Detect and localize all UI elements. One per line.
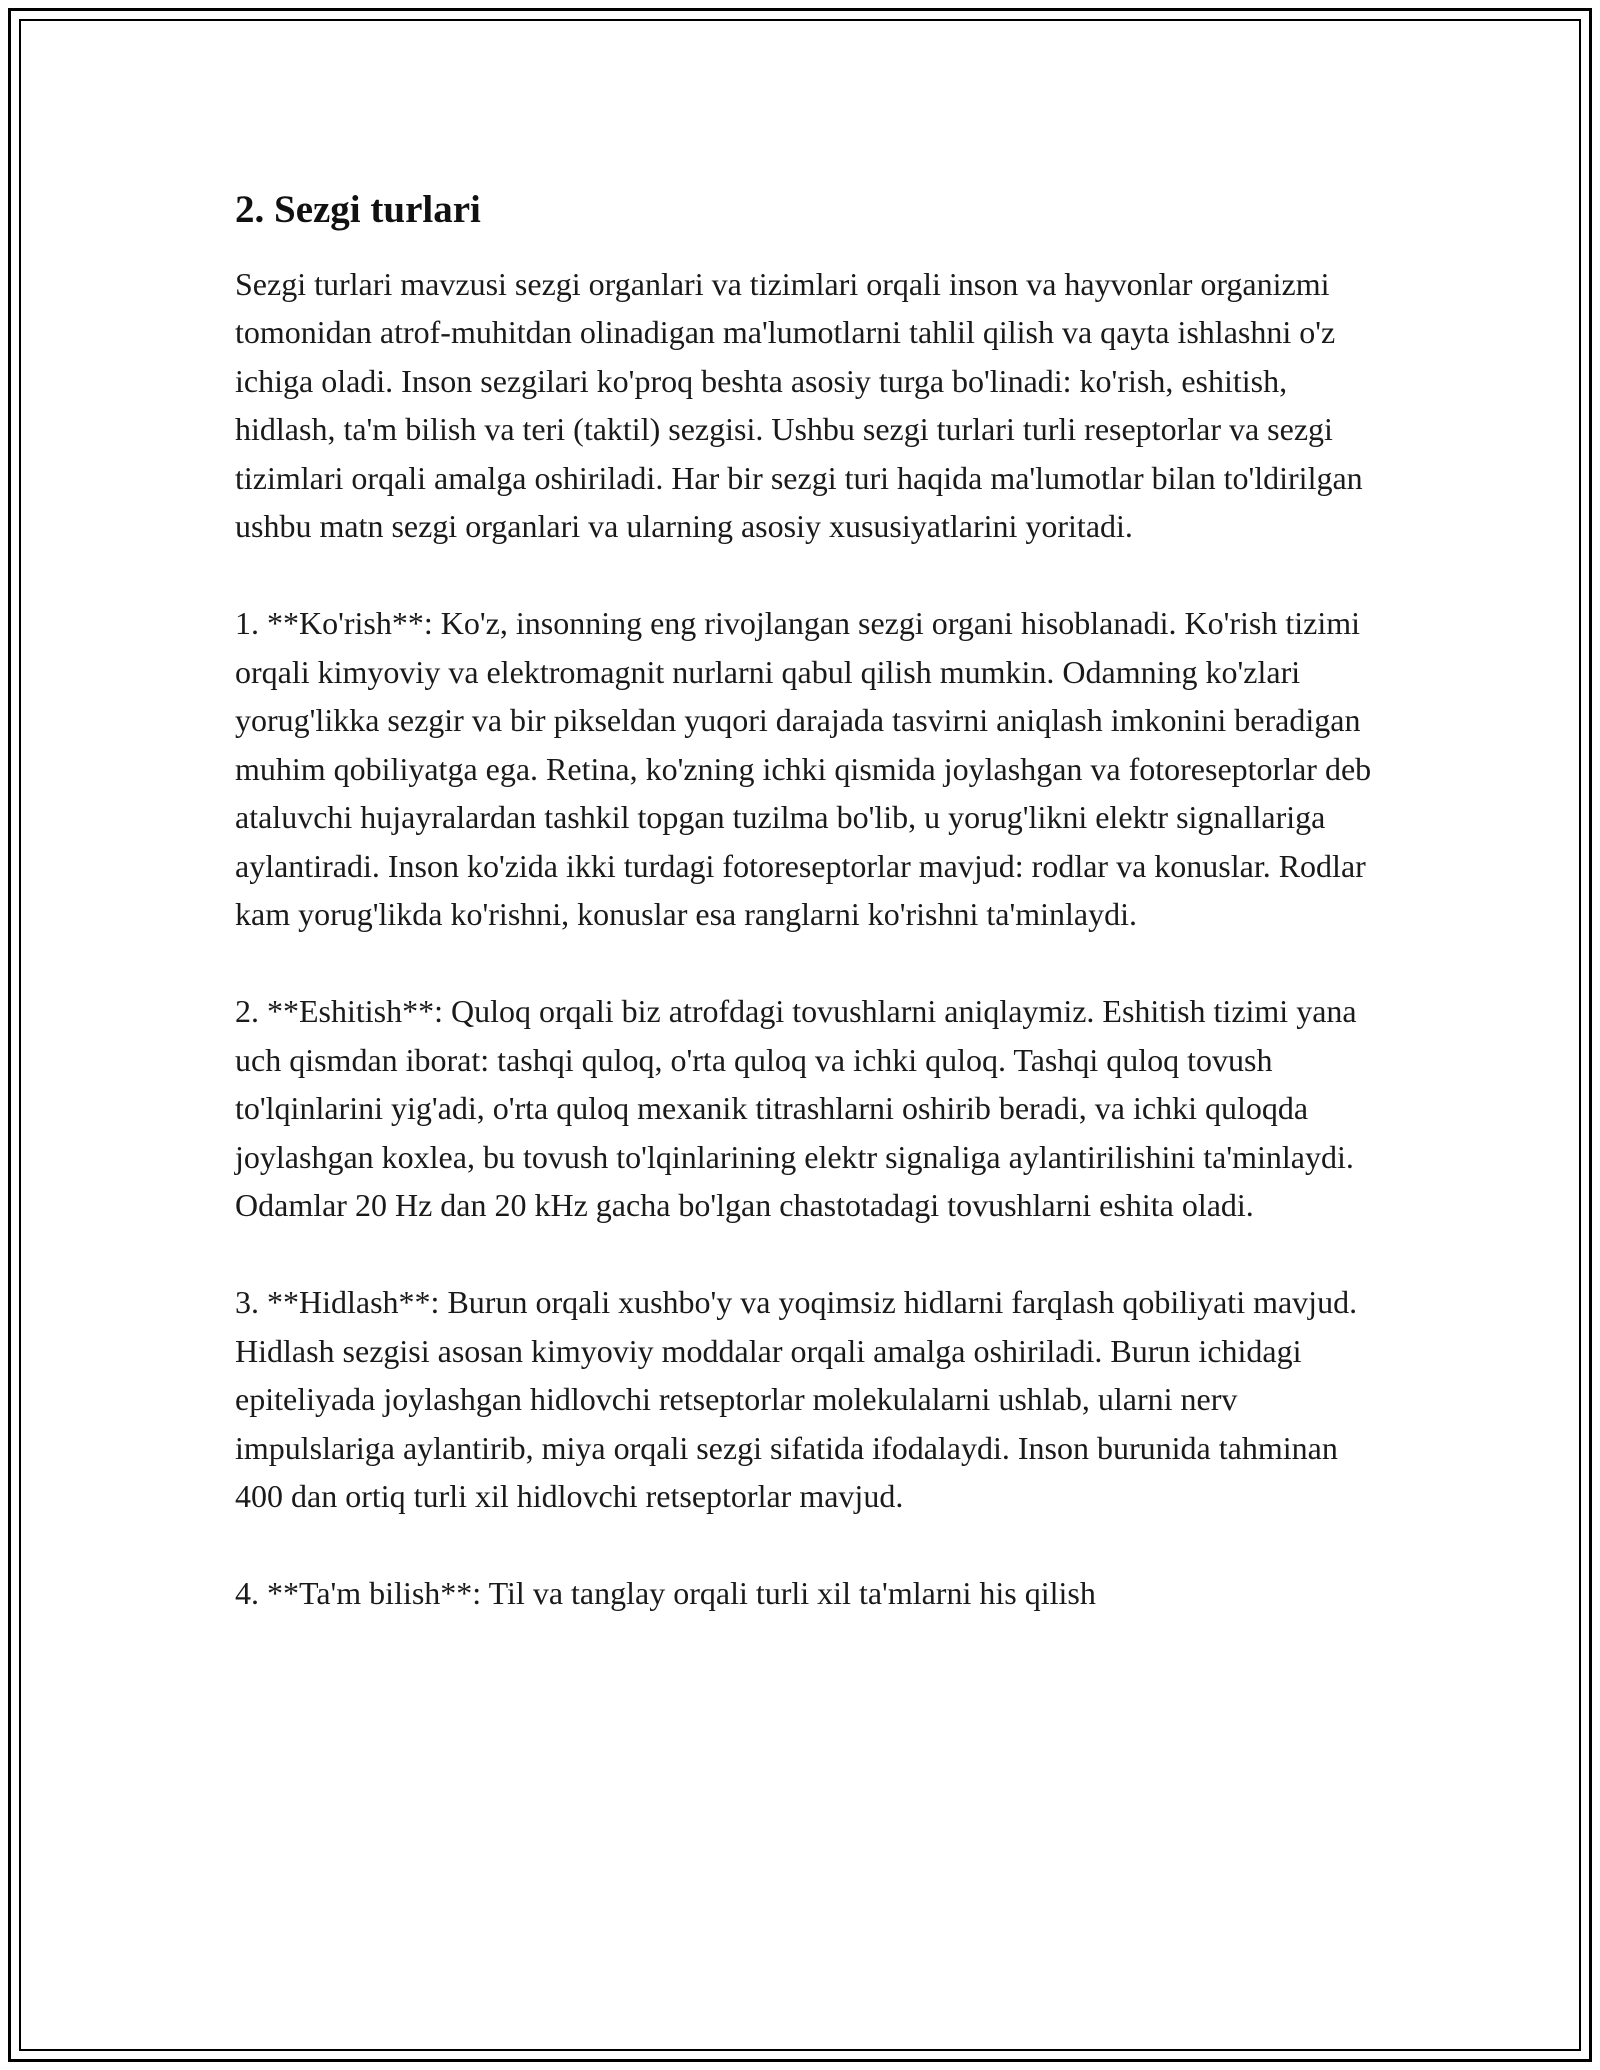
paragraph-intro: Sezgi turlari mavzusi sezgi organlari va tizimlari orqali inson va hayvonlar organizmi tomonidan atrof-muhitdan olinadigan ma'lumotlarni tahlil qilish va qayta ishlashni o'z ichiga oladi. Inson sezgilari ko'proq beshta asosiy turga bo'linadi: ko'rish, eshitish, hidlash, ta'm bilish va teri (taktil) sezgisi. Ushbu sezgi turlari turli reseptorlar va sezgi tizimlari orqali amalga oshiriladi. Har bir sezgi turi haqida ma'lumotlar bilan to'ldirilgan ushbu matn sezgi organlari va ularning asosiy xususiyatlarini yoritadi. — [235, 265, 1363, 545]
paragraph-hidlash: 3. **Hidlash**: Burun orqali xushbo'y va yoqimsiz hidlarni farqlash qobiliyati mavjud. Hidlash sezgisi asosan kimyoviy moddalar orqali amalga oshiriladi. Burun ichidagi epiteliyada joylashgan hidlovchi retseptorlar molekulalarni ushlab, ularni nerv impulslariga aylantirib, miya orqali sezgi sifatida ifodalaydi. Inson burunida tahminan 400 dan ortiq turli xil hidlovchi retseptorlar mavjud. — [235, 1284, 1358, 1515]
paragraph-korish: 1. **Ko'rish**: Ko'z, insonning eng rivojlangan sezgi organi hisoblanadi. Ko'rish tizimi orqali kimyoviy va elektromagnit nurlarni qabul qilish mumkin. Odamning ko'zlari yorug'likka sezgir va bir pikseldan yuqori darajada tasvirni aniqlash imkonini beradigan muhim qobiliyatga ega. Retina, ko'zning ichki qismida joylashgan va fotoreseptorlar deb ataluvchi hujayralardan tashkil topgan tuzilma bo'lib, u yorug'likni elektr signallariga aylantiradi. Inson ko'zida ikki turdagi fotoreseptorlar mavjud: rodlar va konuslar. Rodlar kam yorug'likda ko'rishni, konuslar esa ranglarni ko'rishni ta'minlaydi. — [235, 605, 1372, 933]
document-body — [235, 185, 1375, 1618]
paragraph-tam-bilish: 4. **Ta'm bilish**: Til va tanglay orqali turli xil ta'mlarni his qilish — [235, 1575, 1096, 1612]
paragraph-eshitish: 2. **Eshitish**: Quloq orqali biz atrofdagi tovushlarni aniqlaymiz. Eshitish tizimi yana uch qismdan iborat: tashqi quloq, o'rta quloq va ichki quloq. Tashqi quloq tovush to'lqinlarini yig'adi, o'rta quloq mexanik titrashlarni oshirib beradi, va ichki quloqda joylashgan koxlea, bu tovush to'lqinlarining elektr signaliga aylantirilishini ta'minlaydi. Odamlar 20 Hz dan 20 kHz gacha bo'lgan chastotadagi tovushlarni eshita oladi. — [235, 993, 1357, 1224]
page-title: 2. Sezgi turlari — [235, 188, 481, 231]
